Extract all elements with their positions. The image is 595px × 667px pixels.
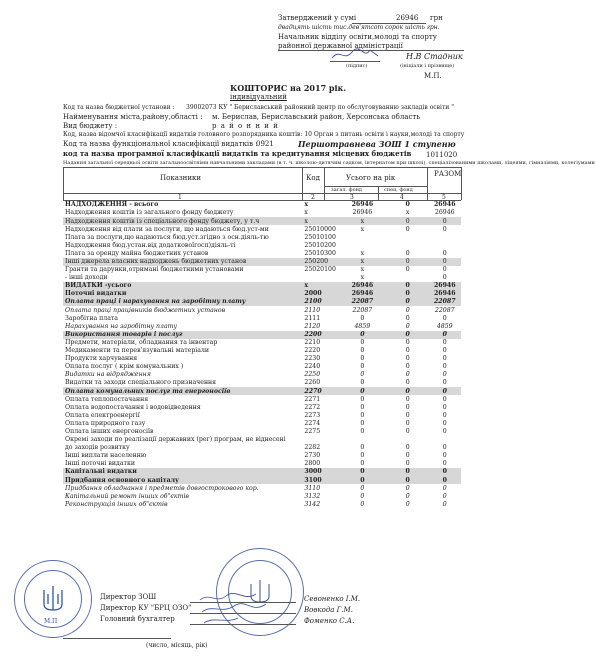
row-label: Оплата праці і нарахування на заробітну плату: [63, 298, 299, 306]
row-general-fund: 4859: [354, 322, 371, 330]
row-total: [429, 436, 462, 444]
row-label: - інші доходи: [65, 274, 108, 282]
row-special-fund: 0: [405, 411, 410, 419]
row-general-fund: х: [338, 258, 387, 266]
approval-line-4: районної державної адміністрації: [278, 42, 403, 50]
ky-director-label: Директор КУ "БРЦ ОЗО": [100, 604, 192, 612]
row-total: 26946: [434, 209, 455, 217]
row-special-fund: 0: [405, 371, 410, 379]
row-general-fund: х: [338, 217, 387, 225]
table-row: [63, 363, 461, 371]
row-general-fund: 0: [360, 338, 365, 346]
row-general-fund: [338, 241, 387, 249]
row-general-fund: 26946: [352, 209, 373, 217]
signatures-scribbles: [196, 590, 286, 626]
row-code: 2260: [304, 379, 321, 387]
row-label: Продукти харчування: [65, 355, 138, 363]
row-general-fund: х: [360, 266, 365, 274]
row-general-fund: 0: [338, 331, 387, 339]
table-row: [63, 209, 461, 217]
row-general-fund: 22087: [338, 298, 387, 306]
row-special-fund: [387, 274, 429, 282]
row-label: Реконструкція інших об"єктів: [65, 500, 168, 508]
row-label: Надходження бюд.устан.від додатковоїгосп)діяль-ті: [65, 241, 236, 249]
table-row: [63, 306, 461, 314]
table-row: [63, 266, 461, 274]
row-special-fund: [387, 233, 429, 241]
row-label: Плата за оренду майна бюджетних установ: [65, 249, 209, 257]
row-special-fund: 0: [387, 331, 429, 339]
location-value: м. Берислав, Бериславський район, Херсонська область: [212, 113, 421, 121]
location-label: Найменування міста,району,області :: [63, 113, 203, 121]
row-general-fund: 0: [360, 427, 365, 435]
approval-signature: [330, 46, 380, 64]
table-row: [63, 217, 461, 225]
table-row: [63, 201, 461, 209]
table-row: [63, 339, 461, 347]
row-total: 0: [442, 249, 447, 257]
approval-signer: Н.В Стадник: [406, 52, 463, 61]
director-name: Севоненко І.М.: [304, 595, 361, 603]
budget-type-label: Вид бюджету :: [63, 122, 118, 130]
row-special-fund: 0: [405, 338, 410, 346]
approval-mp: М.П.: [424, 72, 442, 80]
row-total: 0: [442, 274, 447, 282]
row-label: Поточні видатки: [63, 290, 299, 298]
row-code: х: [299, 217, 338, 225]
stamp-mp: М.П: [44, 618, 58, 625]
table-row: [63, 314, 461, 322]
row-total: 0: [429, 387, 462, 395]
row-special-fund: 0: [405, 460, 410, 468]
row-label: Придбання основного капіталу: [63, 476, 299, 484]
row-label: Оплата електроенергії: [65, 411, 140, 419]
table-row: [63, 355, 461, 363]
row-code: 2000: [299, 290, 338, 298]
row-code: 3132: [304, 492, 321, 500]
row-special-fund: 0: [405, 201, 410, 209]
row-general-fund: 0: [360, 460, 365, 468]
table-row: [63, 322, 461, 330]
row-total: 0: [442, 371, 447, 379]
row-total: 0: [442, 460, 447, 468]
table-row: [63, 379, 461, 387]
table-row: [63, 274, 461, 282]
row-total: 26946: [433, 201, 456, 209]
row-total: 0: [442, 427, 447, 435]
table-row: [63, 420, 461, 428]
row-code: 25010000: [304, 225, 336, 233]
row-code: 25010300: [304, 249, 336, 257]
row-label: Оплата комунальних послуг та енергоносіїв: [63, 387, 299, 395]
row-code: 2272: [304, 403, 321, 411]
accountant-label: Головний бухгалтер: [100, 615, 175, 623]
row-code: [299, 436, 338, 444]
row-code: 2110: [304, 306, 321, 314]
func-code: 0921: [256, 140, 274, 148]
table-row: [63, 331, 461, 339]
row-code: 2274: [304, 419, 321, 427]
row-general-fund: 0: [360, 484, 365, 492]
row-total: [429, 241, 462, 249]
row-total: 0: [442, 225, 447, 233]
table-row: [63, 476, 461, 484]
program-label: код та назва програмної класифікації видатків та кредитування місцевих бюджетів: [63, 149, 412, 158]
row-label: Предмети, матеріали, обладнання та інвентар: [65, 338, 218, 346]
trident-emblem: [40, 584, 66, 614]
institution-value: 39002073 КУ " Бериславський районний центр по обслуговуванню закладів освіти ": [186, 104, 454, 111]
row-code: 3000: [299, 468, 338, 476]
ky-director-name: Вовкода Г.М.: [304, 606, 353, 614]
row-special-fund: 0: [405, 363, 410, 371]
row-special-fund: [387, 436, 429, 444]
row-total: 0: [442, 395, 447, 403]
row-label: Видатки на відрядження: [65, 371, 151, 379]
row-label: НАДХОДЖЕННЯ - всього: [65, 201, 159, 209]
row-special-fund: 0: [405, 419, 410, 427]
row-label: Заробітна плата: [65, 314, 118, 322]
row-code: 25010200: [304, 241, 336, 249]
row-general-fund: х: [360, 249, 365, 257]
row-special-fund: 0: [405, 500, 410, 508]
table-row: [63, 500, 461, 508]
row-code: 2730: [304, 452, 321, 460]
table-row: [63, 241, 461, 249]
row-general-fund: 0: [360, 500, 365, 508]
row-label: Використання товарів і послуг: [63, 331, 299, 339]
row-total: 0: [442, 363, 447, 371]
row-code: [299, 274, 338, 282]
col-header-total-year: Усього на рік: [346, 174, 396, 182]
row-special-fund: 0: [387, 282, 429, 290]
row-total: 0: [442, 444, 447, 452]
program-description: Надання загальної середньої освіти загальноосвітніми навчальними закладами (в т. ч. школою-дитячим садком, інтернатом при школі), спеціалізованими школами, ліцеями, гімназіями, колегіумами: [63, 160, 595, 166]
row-code: 25010100: [304, 233, 336, 241]
row-label: Інші джерела власних надходжень бюджетних установ: [63, 258, 299, 266]
row-label: до заходів розвитку: [65, 444, 130, 452]
row-label: Окремі заходи по реалізації державних (рег) програм, не віднесені: [65, 436, 286, 444]
table-row: [63, 460, 461, 468]
row-general-fund: 26946: [338, 282, 387, 290]
row-code: 3100: [299, 476, 338, 484]
col-header-code: Код: [306, 174, 320, 182]
row-general-fund: 0: [360, 492, 365, 500]
func-value: Першотравнева ЗОШ 1 ступеню: [298, 139, 456, 149]
row-general-fund: 0: [338, 387, 387, 395]
row-special-fund: 0: [405, 379, 410, 387]
approval-amount-words: двадцять шість тис.дев'ятсот сорок шість грн.: [278, 24, 440, 31]
row-label: Плата за послуги,що надаються бюд.уст.згідно з осн.діяль-тю: [65, 233, 269, 241]
row-total: 4859: [436, 322, 453, 330]
row-general-fund: 0: [360, 444, 365, 452]
approval-initials-caption: (ініціали і прізвище): [400, 63, 455, 69]
col-num-5: 5: [442, 194, 446, 201]
table-row: [63, 371, 461, 379]
row-general-fund: х: [360, 274, 365, 282]
row-label: Гранти та дарунки,отримані бюджетними установами: [65, 266, 244, 274]
row-code: 2270: [299, 387, 338, 395]
row-label: Придбання обладнання і предметів довгострокового кор.: [65, 484, 259, 492]
approval-currency: грн: [430, 14, 443, 22]
row-label: Надходження коштів із загального фонду бюджету: [65, 209, 234, 217]
row-code: 3110: [304, 484, 321, 492]
approval-prefix: Затверджений у сумі: [278, 14, 357, 22]
table-row: [63, 436, 461, 444]
row-general-fund: х: [360, 225, 365, 233]
row-total: 22087: [429, 298, 462, 306]
row-special-fund: 0: [405, 395, 410, 403]
row-total: [429, 233, 462, 241]
row-special-fund: 0: [387, 468, 429, 476]
row-total: 0: [442, 379, 447, 387]
row-special-fund: 0: [387, 298, 429, 306]
row-code: 2275: [304, 427, 321, 435]
row-total: 0: [429, 217, 462, 225]
document-subtitle: індивідуальний: [230, 93, 287, 101]
row-special-fund: 0: [405, 347, 410, 355]
table-row: [63, 347, 461, 355]
approval-line-3: Начальник відділу освіти,молоді та спорту: [278, 33, 437, 41]
program-code: 1011020: [426, 151, 458, 159]
document-title: КОШТОРИС на 2017 рік.: [230, 83, 347, 93]
row-label: Оплата теплопостачання: [65, 395, 149, 403]
row-code: 2220: [304, 347, 321, 355]
row-general-fund: 0: [360, 411, 365, 419]
row-label: Оплата інших енергоносіїв: [65, 427, 154, 435]
row-total: 0: [442, 355, 447, 363]
row-general-fund: [338, 436, 387, 444]
table-row: [63, 395, 461, 403]
row-label: Надходження від плати за послуги, що надаються бюд.уст-ми: [65, 225, 269, 233]
row-general-fund: 22087: [352, 306, 373, 314]
row-special-fund: 0: [405, 452, 410, 460]
row-total: 0: [442, 411, 447, 419]
table-row: [63, 387, 461, 395]
row-code: 2111: [304, 314, 321, 322]
row-special-fund: 0: [405, 322, 410, 330]
row-special-fund: 0: [405, 225, 410, 233]
row-label: Медикаменти та перев'язувальні матеріали: [65, 347, 210, 355]
row-special-fund: 0: [387, 476, 429, 484]
row-code: 2210: [304, 338, 321, 346]
row-label: ВИДАТКИ -усього: [63, 282, 299, 290]
row-total: 0: [442, 452, 447, 460]
row-total: 0: [442, 314, 447, 322]
row-total: 0: [442, 500, 447, 508]
row-label: Оплата послуг ( крім комунальних ): [65, 363, 184, 371]
row-special-fund: 0: [405, 249, 410, 257]
row-special-fund: 0: [387, 217, 429, 225]
row-label: Інші виплати населенню: [65, 452, 147, 460]
row-total: 0: [429, 258, 462, 266]
row-code: 25020100: [304, 266, 336, 274]
func-label: Код та назва функціональної класифікації видатків :: [63, 140, 258, 148]
row-code: 2240: [304, 363, 321, 371]
row-general-fund: 0: [360, 363, 365, 371]
row-code: 2250: [304, 371, 321, 379]
row-general-fund: 26946: [338, 290, 387, 298]
table-row: [63, 452, 461, 460]
row-special-fund: 0: [387, 258, 429, 266]
table-row: [63, 298, 461, 306]
approval-sign-caption: (підпис): [346, 63, 368, 69]
row-general-fund: 0: [338, 476, 387, 484]
row-special-fund: 0: [387, 290, 429, 298]
row-general-fund: 0: [360, 355, 365, 363]
row-general-fund: 26946: [351, 201, 374, 209]
row-special-fund: 0: [405, 266, 410, 274]
row-special-fund: [387, 241, 429, 249]
row-total: 0: [442, 492, 447, 500]
col-header-general: загал. фонд: [331, 187, 362, 193]
row-special-fund: 0: [405, 403, 410, 411]
table-row: [63, 282, 461, 290]
row-code: 2200: [299, 331, 338, 339]
table-row: [63, 411, 461, 419]
row-code: 2120: [304, 322, 321, 330]
accountant-name: Фоменко С.А.: [304, 617, 355, 625]
row-special-fund: 0: [405, 484, 410, 492]
row-general-fund: 0: [360, 371, 365, 379]
row-code: х: [299, 282, 338, 290]
row-code: 2271: [304, 395, 321, 403]
date-caption: (число, місяць, рік): [146, 642, 208, 649]
row-total: 0: [442, 338, 447, 346]
table-row: [63, 484, 461, 492]
col-num-4: 4: [400, 194, 404, 201]
row-code: х: [304, 201, 309, 209]
approval-amount: 26946: [396, 14, 419, 22]
row-total: 0: [429, 468, 462, 476]
table-row: [63, 468, 461, 476]
table-row: [63, 233, 461, 241]
row-code: 2800: [304, 460, 321, 468]
row-general-fund: 0: [360, 314, 365, 322]
row-label: Капітальні видатки: [63, 468, 299, 476]
row-code: 3142: [304, 500, 321, 508]
row-special-fund: 0: [405, 314, 410, 322]
row-label: Видатки та заходи спеціального призначення: [65, 379, 217, 387]
estimate-rows: [63, 201, 461, 509]
col-header-special: спец. фонд: [384, 187, 413, 193]
row-label: Оплата праці працівників бюджетних установ: [65, 306, 226, 314]
row-label: Надходження коштів із спеціального фонду бюджету, у т.ч: [63, 217, 299, 225]
budget-type-value: р а й о н н и й: [212, 122, 279, 130]
row-total: 0: [429, 331, 462, 339]
row-special-fund: 0: [405, 427, 410, 435]
table-row: [63, 403, 461, 411]
row-total: 0: [429, 476, 462, 484]
col-num-3: 3: [350, 194, 354, 201]
departmental-code: Код, назва відомчої класифікації видатків головного розпорядника коштів: 10 Орган з питань освіти і науки,молоді та спорту: [63, 131, 465, 138]
row-special-fund: 0: [405, 444, 410, 452]
row-total: 0: [442, 403, 447, 411]
table-row: [63, 444, 461, 452]
table-row: [63, 290, 461, 298]
row-label: Оплата природного газу: [65, 419, 146, 427]
row-special-fund: 0: [405, 306, 410, 314]
row-label: Капітальний ремонт інших об"єктів: [65, 492, 190, 500]
row-total: 26946: [429, 282, 462, 290]
row-code: 2230: [304, 355, 321, 363]
row-special-fund: х: [405, 209, 410, 217]
row-special-fund: 0: [405, 492, 410, 500]
table-row: [63, 428, 461, 436]
institution-label: Код та назва бюджетної установи :: [63, 104, 175, 111]
row-total: 0: [442, 347, 447, 355]
row-code: 2273: [304, 411, 321, 419]
row-total: 0: [442, 419, 447, 427]
row-total: 26946: [429, 290, 462, 298]
row-general-fund: 0: [360, 403, 365, 411]
row-code: х: [304, 209, 308, 217]
table-row: [63, 250, 461, 258]
row-label: Оплата водопостачання і водовідведення: [65, 403, 201, 411]
row-general-fund: 0: [360, 395, 365, 403]
row-general-fund: 0: [360, 347, 365, 355]
director-label: Директор ЗОШ: [100, 593, 157, 601]
table-row: [63, 225, 461, 233]
row-total: 0: [442, 266, 447, 274]
approval-line-1: [278, 14, 356, 22]
table-row: [63, 258, 461, 266]
row-special-fund: 0: [387, 387, 429, 395]
row-code: 250200: [299, 258, 338, 266]
row-label: Нарахування на заробітну плату: [65, 322, 178, 330]
row-general-fund: 0: [338, 468, 387, 476]
row-total: 0: [442, 484, 447, 492]
row-general-fund: [338, 233, 387, 241]
row-general-fund: 0: [360, 452, 365, 460]
col-num-1: 1: [178, 194, 182, 201]
row-special-fund: 0: [405, 355, 410, 363]
col-header-total: РАЗОМ: [434, 170, 462, 178]
row-code: 2100: [299, 298, 338, 306]
row-label: Інші поточні видатки: [65, 460, 135, 468]
col-header-indicators: Показники: [160, 174, 202, 182]
col-num-2: 2: [311, 194, 315, 201]
row-general-fund: 0: [360, 379, 365, 387]
row-code: 2282: [304, 444, 321, 452]
row-total: 22087: [434, 306, 455, 314]
table-row: [63, 492, 461, 500]
row-general-fund: 0: [360, 419, 365, 427]
